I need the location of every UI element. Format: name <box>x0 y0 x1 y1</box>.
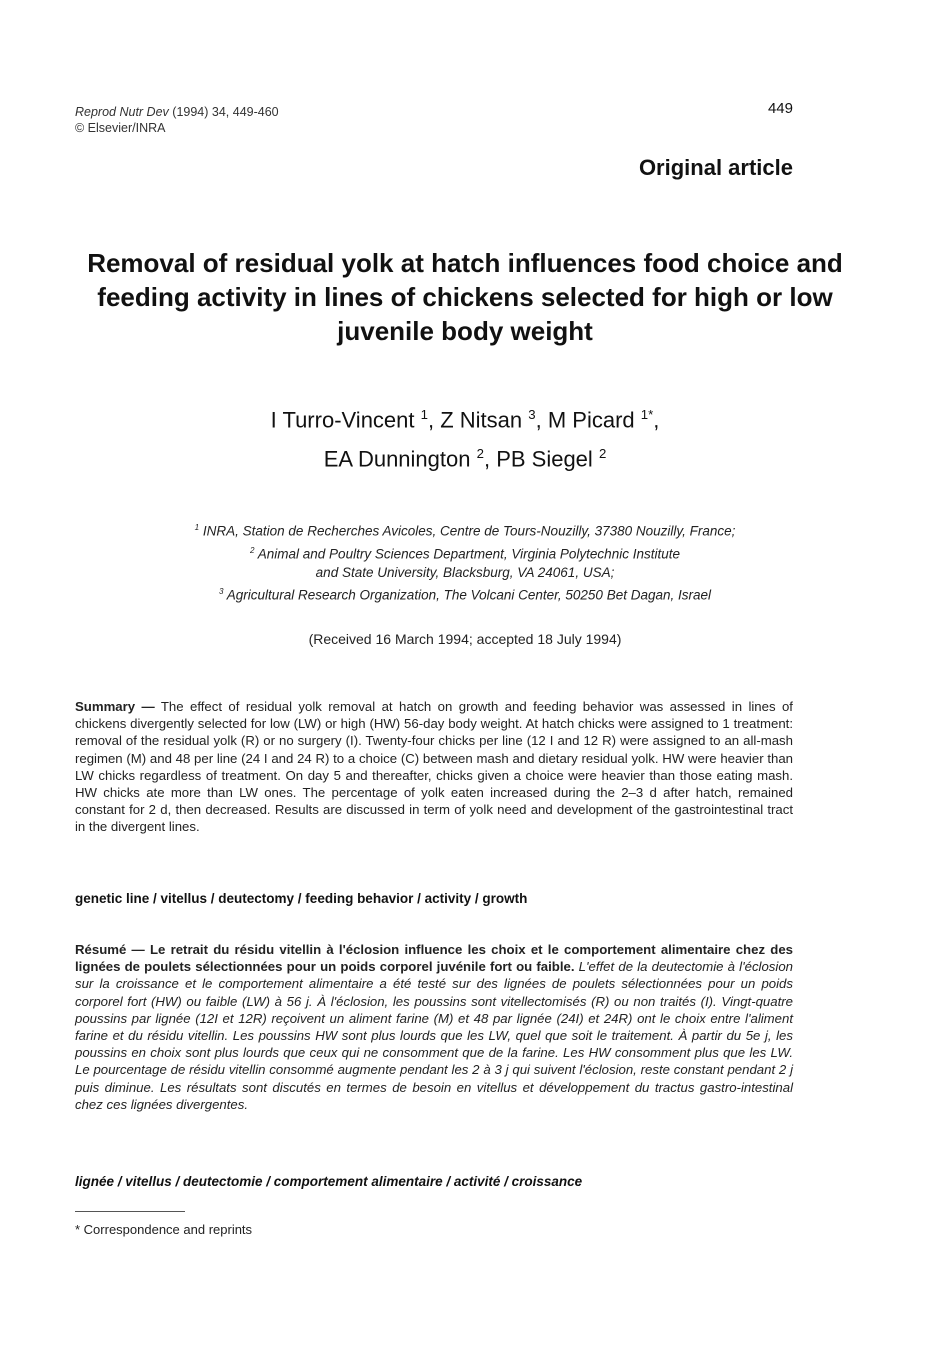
summary-text: The effect of residual yolk removal at hatch on growth and feeding behavior was assessed in lines of chickens divergently selected for low (LW) or high (HW) 56-day body weight. At hatch chicks were assigned to 1 treatment: removal of the residual yolk (R) or no surgery (I). Twenty-four chicks per line (12 I and 12 R) were assigned to an all-mash regimen (M) and 48 per line (24 I and 24 R) to a choice (C) between mash and dietary residual yolk. HW were heavier than LW chicks regardless of treatment. On day 5 and thereafter, chicks given a choice were heavier than those eating mash. HW chicks ate more than LW ones. The percentage of yolk eaten increased during the 2–3 d after hatch, remained constant for 2 d, then decreased. Results are discussed in term of yolk need and development of the gastrointestinal tract in the divergent lines. <box>75 699 793 835</box>
author-affiliation-mark: 3 <box>528 407 536 422</box>
received-dates: (Received 16 March 1994; accepted 18 July 1994) <box>308 631 622 647</box>
mots-cles: lignée / vitellus / deutectomie / comportement alimentaire / activité / croissance <box>75 1174 583 1189</box>
author-name: EA Dunnington <box>323 446 471 472</box>
affiliation-mark: 2 <box>250 545 255 555</box>
journal-citation-rest: (1994) 34, 449-460 <box>172 105 279 119</box>
journal-citation: Reprod Nutr Dev <box>75 105 169 119</box>
author-affiliation-mark: 2 <box>598 446 607 462</box>
resume-heading: Résumé — Le retrait du résidu vitellin à l'éclosion influence les choix et le comportement alimentaire chez des lignées de poulets sélectionnées pour un poids corporel juvénile fort ou faible. <box>75 942 793 975</box>
resume-text: L'effet de la deutectomie à l'éclosion sur la croissance et le comportement alimentaire a été testé sur des lignées de poulets sélectionnées pour un poids corporel fort (HW) ou faible (LW) à 56 j. À l'éclosion, les poussins sont vitellectomisés (R) ou non traités (I). Vingt-quatre poussins par lignée (12I et 12R) reçoivent un aliment farine (M) et 48 par lignée (24I) et 24R) ont le choix entre l'aliment farine et du résidu vitellin. Les poussins HW sont plus lourds que les LW, quel que soit le traitement. À partir du 5e j, les poussins en choix sont plus lourds que ceux qui ne consomment que de la farine. Les HW consomment plus que les LW. Le pourcentage de résidu vitellin consommé augmente pendant les 2 à 3 j qui suivent l'éclosion, reste constant pendant 2 j puis diminue. Les résultats sont discutés en termes de besoin en vitellus et développement du tractus gastro-intestinal chez ces lignées divergentes. <box>75 959 793 1112</box>
author-line-1: I Turro-Vincent $^1$, Z Nitsan $^3$, M Picard $^{1*}$, <box>270 407 660 433</box>
keywords: genetic line / vitellus / deutectomy / feeding behavior / activity / growth <box>75 891 528 906</box>
author-name: PB Siegel <box>496 446 593 472</box>
author-name: Z Nitsan <box>440 407 523 433</box>
journal-info <box>75 104 279 136</box>
article-type: Original article <box>638 155 793 180</box>
author-affiliation-mark: 2 <box>476 446 484 462</box>
affiliation-1 <box>60 518 870 541</box>
author-list <box>60 398 870 477</box>
footnote: * Correspondence and reprints <box>75 1222 253 1237</box>
resume-abstract <box>75 941 793 1113</box>
author-name: I Turro-Vincent <box>270 407 415 433</box>
author-name: M Picard <box>547 407 635 433</box>
affiliation-2 <box>60 541 870 564</box>
author-affiliation-mark: 1* <box>640 407 654 422</box>
affiliation-3 <box>60 582 870 605</box>
affiliation-mark: 1 <box>194 523 200 532</box>
journal-citation-line <box>75 104 279 120</box>
author-affiliation-mark: 1 <box>420 407 428 422</box>
affiliations <box>60 518 870 605</box>
affiliation-text: Agricultural Research Organization, The Volcani Center, 50250 Bet Dagan, Israel <box>226 587 712 603</box>
summary-label: Summary — <box>75 699 155 714</box>
summary-abstract <box>75 698 793 836</box>
article-title: Removal of residual yolk at hatch influences food choice and feeding activity in lines of chickens selected for high or low juvenile body weight <box>87 248 843 346</box>
affiliation-2-cont: and State University, Blacksburg, VA 24061, USA; <box>315 565 615 580</box>
page-number: 449 <box>767 100 793 117</box>
affiliation-text: INRA, Station de Recherches Avicoles, Centre de Tours-Nouzilly, 37380 Nouzilly, France; <box>202 523 736 539</box>
affiliation-text: Animal and Poultry Sciences Department, Virginia Polytechnic Institute <box>257 546 680 561</box>
author-line-2: EA Dunnington $^2$, PB Siegel $^2$ <box>323 446 607 472</box>
footnote-divider <box>75 1211 185 1212</box>
affiliation-mark: 3 <box>218 587 224 596</box>
journal-publisher: © Elsevier/INRA <box>75 121 166 135</box>
